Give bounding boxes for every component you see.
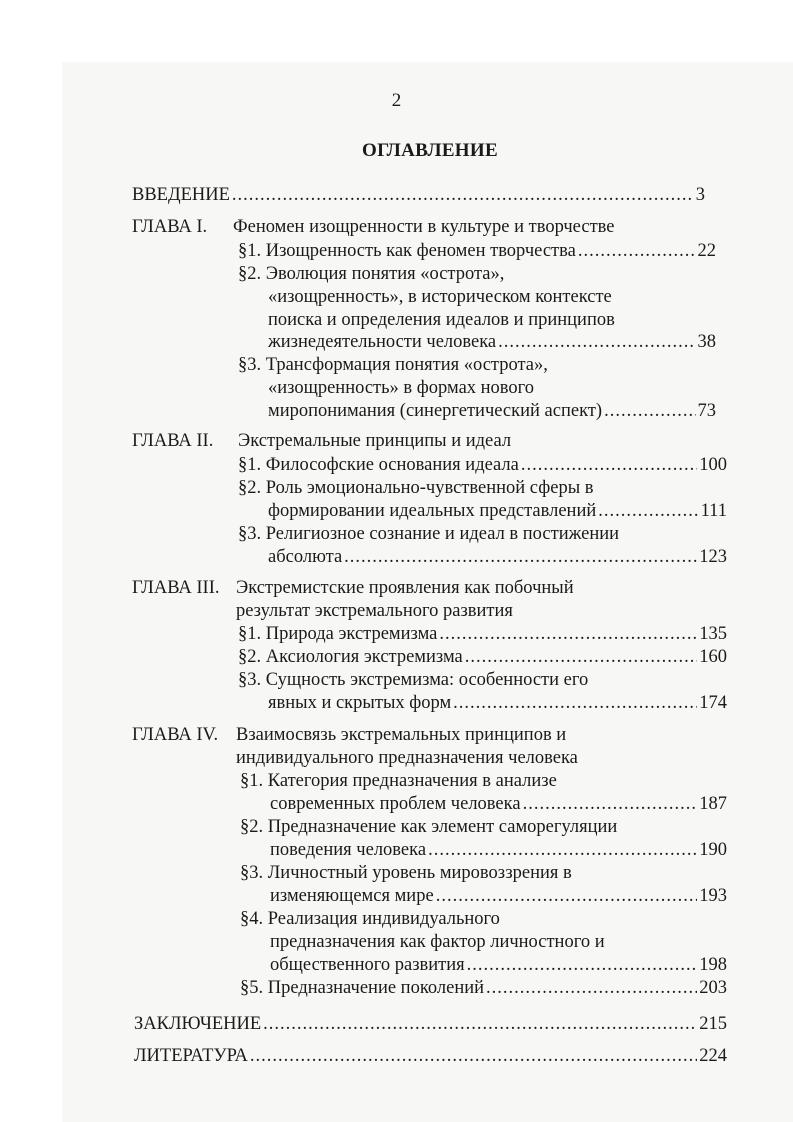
- section-title-line: «изощренность» в формах нового: [268, 378, 535, 398]
- section-number: §4.: [240, 909, 264, 929]
- leader-dots: [232, 184, 694, 206]
- section-title: Предназначение как элемент саморегуляции: [267, 817, 618, 837]
- section-number: §3.: [238, 524, 262, 544]
- toc-entry-section-end[interactable]: [268, 400, 716, 422]
- leader-dots: [604, 400, 695, 422]
- toc-entry-section[interactable]: [240, 862, 572, 884]
- toc-entry-section-end[interactable]: [268, 692, 727, 714]
- section-title: Личностный уровень мировоззрения в: [267, 863, 572, 883]
- section-title: Трансформация понятия «острота»,: [265, 355, 548, 375]
- toc-entry-label: ЛИТЕРАТУРА: [134, 1046, 248, 1066]
- toc-entry-section[interactable]: [238, 240, 716, 262]
- toc-entry-label: ВВЕДЕНИЕ: [132, 185, 230, 205]
- leader-dots: [263, 1013, 697, 1035]
- leader-dots: [436, 885, 698, 907]
- leader-dots: [250, 1045, 697, 1067]
- page-number: 2: [391, 90, 402, 111]
- section-number: §2.: [238, 264, 262, 284]
- toc-entry-section[interactable]: [240, 770, 557, 792]
- toc-entry-section-end[interactable]: [268, 500, 727, 522]
- leader-dots: [598, 500, 698, 522]
- section-title-line: формировании идеальных представлений: [268, 501, 597, 521]
- chapter-title: результат экстремального развития: [236, 601, 513, 621]
- section-title-line: общественного развития: [270, 955, 465, 975]
- toc-entry-intro[interactable]: [132, 184, 705, 206]
- leader-dots: [453, 692, 697, 714]
- section-number: §3.: [238, 670, 262, 690]
- leader-dots: [428, 839, 697, 861]
- toc-page-number: 135: [699, 624, 727, 644]
- leader-dots: [578, 240, 696, 262]
- toc-entry-section-end[interactable]: [268, 331, 716, 353]
- toc-page-number: 198: [699, 955, 727, 975]
- toc-page-number: 187: [699, 794, 727, 814]
- toc-entry-section[interactable]: [238, 523, 619, 545]
- section-title: Роль эмоционально-чувственной сферы в: [265, 478, 594, 498]
- leader-dots: [521, 454, 697, 476]
- section-title-line: жизнедеятельности человека: [268, 332, 497, 352]
- toc-page-number: 174: [699, 693, 727, 713]
- toc-page-number: 73: [697, 401, 716, 421]
- chapter-title: Экстремистские проявления как побочный: [236, 578, 574, 598]
- section-title-line: «изощренность», в историческом контексте: [268, 287, 612, 307]
- chapter-title: Взаимосвязь экстремальных принципов и: [236, 725, 567, 745]
- section-title: Философские основания идеала: [265, 455, 519, 475]
- section-title-line: миропонимания (синергетический аспект): [268, 401, 603, 421]
- toc-entry-section-end[interactable]: [270, 839, 727, 861]
- section-number: §1.: [238, 241, 262, 261]
- section-number: §2.: [238, 478, 262, 498]
- toc-page-number: 111: [700, 501, 727, 521]
- toc-entry-literature[interactable]: [134, 1045, 727, 1067]
- chapter-label: ГЛАВА II.: [132, 431, 214, 451]
- section-title: Эволюция понятия «острота»,: [265, 264, 505, 284]
- toc-page-number: 203: [699, 978, 727, 998]
- toc-page-number: 22: [697, 241, 716, 261]
- toc-page-number: 224: [699, 1046, 727, 1066]
- section-title-line: поведения человека: [270, 840, 427, 860]
- section-number: §1.: [240, 771, 264, 791]
- toc-entry-section[interactable]: [240, 908, 500, 930]
- section-title-line: современных проблем человека: [270, 794, 521, 814]
- toc-entry-section[interactable]: [238, 646, 727, 668]
- toc-page-number: 100: [699, 455, 727, 475]
- toc-page-number: 3: [695, 185, 705, 205]
- leader-dots: [498, 331, 695, 353]
- section-title-line: поиска и определения идеалов и принципов: [268, 310, 615, 330]
- toc-page-number: 190: [699, 840, 727, 860]
- toc-entry-section-end[interactable]: [270, 954, 727, 976]
- toc-entry-section[interactable]: [240, 977, 727, 999]
- section-title: Религиозное сознание и идеал в постижении: [265, 524, 620, 544]
- toc-entry-section[interactable]: [240, 816, 617, 838]
- leader-dots: [465, 646, 697, 668]
- toc-entry-label: ЗАКЛЮЧЕНИЕ: [134, 1014, 262, 1034]
- leader-dots: [467, 954, 698, 976]
- section-title-line: явных и скрытых форм: [268, 693, 452, 713]
- section-title: Категория предназначения в анализе: [267, 771, 557, 791]
- toc-entry-section[interactable]: [238, 354, 548, 376]
- toc-entry-section[interactable]: [238, 623, 727, 645]
- section-number: §3.: [240, 863, 264, 883]
- section-title: Природа экстремизма: [265, 624, 438, 644]
- toc-page-number: 160: [699, 647, 727, 667]
- leader-dots: [344, 546, 697, 568]
- toc-page-number: 193: [699, 886, 727, 906]
- toc-entry-section-end[interactable]: [268, 546, 727, 568]
- section-title-line: абсолюта: [268, 547, 343, 567]
- chapter-label: ГЛАВА I.: [132, 217, 208, 237]
- section-title: Аксиология экстремизма: [265, 647, 463, 667]
- toc-title: ОГЛАВЛЕНИЕ: [362, 140, 498, 161]
- section-title: Сущность экстремизма: особенности его: [265, 670, 589, 690]
- chapter-title: Феномен изощренности в культуре и творчестве: [233, 217, 615, 237]
- leader-dots: [523, 793, 698, 815]
- section-number: §1.: [238, 624, 262, 644]
- section-title-line: изменяющемся мире: [270, 886, 434, 906]
- section-title: Предназначение поколений: [267, 978, 485, 998]
- toc-entry-section-end[interactable]: [270, 793, 727, 815]
- toc-page-number: 38: [697, 332, 716, 352]
- section-number: §3.: [238, 355, 262, 375]
- section-number: §2.: [238, 647, 262, 667]
- toc-entry-section[interactable]: [238, 669, 588, 691]
- section-number: §1.: [238, 455, 262, 475]
- toc-entry-section[interactable]: [238, 263, 504, 285]
- toc-page-number: 123: [699, 547, 727, 567]
- section-title: Реализация индивидуального: [267, 909, 500, 929]
- section-title-line: предназначения как фактор личностного и: [270, 932, 605, 952]
- chapter-label: ГЛАВА III.: [132, 578, 220, 598]
- toc-entry-section-end[interactable]: [270, 885, 727, 907]
- leader-dots: [486, 977, 697, 999]
- chapter-title: Экстремальные принципы и идеал: [238, 431, 512, 451]
- section-number: §2.: [240, 817, 264, 837]
- leader-dots: [439, 623, 697, 645]
- toc-entry-section[interactable]: [238, 454, 727, 476]
- section-number: §5.: [240, 978, 264, 998]
- chapter-label: ГЛАВА IV.: [132, 725, 219, 745]
- toc-entry-conclusion[interactable]: [134, 1013, 727, 1035]
- section-title: Изощренность как феномен творчества: [265, 241, 576, 261]
- toc-entry-section[interactable]: [238, 477, 593, 499]
- chapter-title: индивидуального предназначения человека: [236, 748, 578, 768]
- toc-page-number: 215: [699, 1014, 727, 1034]
